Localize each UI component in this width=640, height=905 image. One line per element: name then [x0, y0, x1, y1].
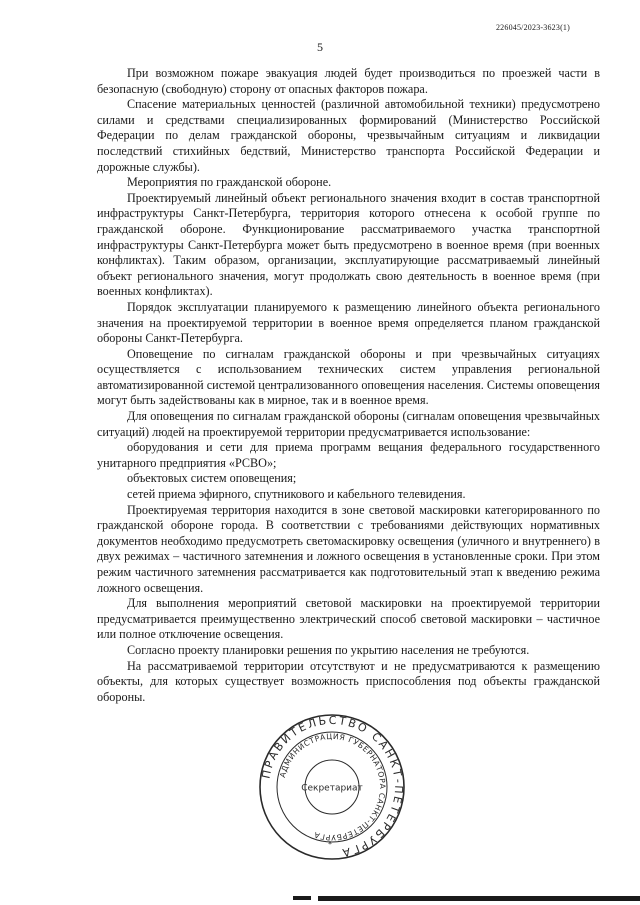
paragraph: объектовых систем оповещения;: [127, 471, 297, 486]
paragraph: сетей приема эфирного, спутникового и кабельного телевидения.: [127, 487, 466, 502]
paragraph: Спасение материальных ценностей (различной автомобильной техники) предусмотрено силами и средствами специализированных формирований (Министерство Российской Федерации по делам гражданской обороны, чрезвычайным ситуациям и ликвидации последствий стихийных бедствий, Министерство транспорта Российской Федерации и дорожные службы).: [97, 97, 600, 174]
scan-edge-line: [318, 896, 640, 901]
paragraph: При возможном пожаре эвакуация людей будет производиться по проезжей части в безопасную (свободную) сторону от опасных факторов пожара.: [97, 66, 600, 96]
paragraph: Порядок эксплуатации планируемого к размещению линейного объекта регионального значения на проектируемой территории в военное время определяется планом гражданской обороны Санкт-Петербурга.: [97, 299, 600, 346]
paragraph: Оповещение по сигналам гражданской обороны и при чрезвычайных ситуациях осуществляется с использованием технических систем управления региональной автоматизированной системой централизованного оповещения населения. Системы оповещения могут быть задействованы как в мирное, так и в военное время.: [97, 346, 600, 408]
document-body: [97, 66, 600, 705]
seal-star-icon: *: [328, 840, 332, 849]
paragraph: оборудования и сети для приема программ вещания федерального государственного унитарного предприятия «РСВО»;: [97, 440, 600, 470]
seal-inner-text: АДМИНИСТРАЦИЯ ГУБЕРНАТОРА САНКТ-ПЕТЕРБУРГА: [277, 731, 388, 843]
seal-outer-text: ПРАВИТЕЛЬСТВО САНКТ-ПЕТЕРБУРГА: [259, 713, 406, 860]
official-seal-stamp: [258, 713, 406, 861]
document-number: 226045/2023-3623(1): [495, 23, 570, 32]
page-number: 5: [317, 40, 323, 54]
seal-center-label: Секретариат: [301, 783, 363, 794]
paragraph: Для оповещения по сигналам гражданской обороны (сигналам оповещения чрезвычайных ситуаций) людей на проектируемой территории предусматривается использование:: [97, 409, 600, 439]
paragraph: Проектируемая территория находится в зоне световой маскировки категорированного по гражданской обороне города. В соответствии с требованиями действующих нормативных документов необходимо предусмотреть светомаскировку освещения (уличного и внутреннего) в двух режимах – частичного затемнения и ложного освещения в установленные сроки. При этом режим частичного затемнения рассматривается как подготовительный этап к введению режима ложного освещения.: [97, 502, 600, 595]
paragraph: Для выполнения мероприятий световой маскировки на проектируемой территории предусматривается преимущественно электрический способ световой маскировки – частичное или полное отключение освещения.: [97, 596, 600, 642]
paragraph: Проектируемый линейный объект регионального значения входит в состав транспортной инфраструктуры Санкт-Петербурга, территория которого отнесена к особой группе по гражданской обороне. Функционирование рассматриваемого участка транспортной инфраструктуры Санкт-Петербурга может быть предусмотрено в военное время (при военных конфликтах). Таким образом, организации, эксплуатирующие рассматриваемый линейный объект регионального значения, могут продолжать свою деятельность в военное время (при военных конфликтах).: [97, 190, 600, 299]
scan-artifact: [293, 896, 311, 900]
paragraph: На рассматриваемой территории отсутствуют и не предусматриваются к размещению объекты, для которых существует возможность приспособления под объекты гражданской обороны.: [97, 658, 600, 704]
paragraph: Согласно проекту планировки решения по укрытию населения не требуются.: [127, 642, 530, 657]
paragraph: Мероприятия по гражданской обороне.: [127, 175, 332, 190]
